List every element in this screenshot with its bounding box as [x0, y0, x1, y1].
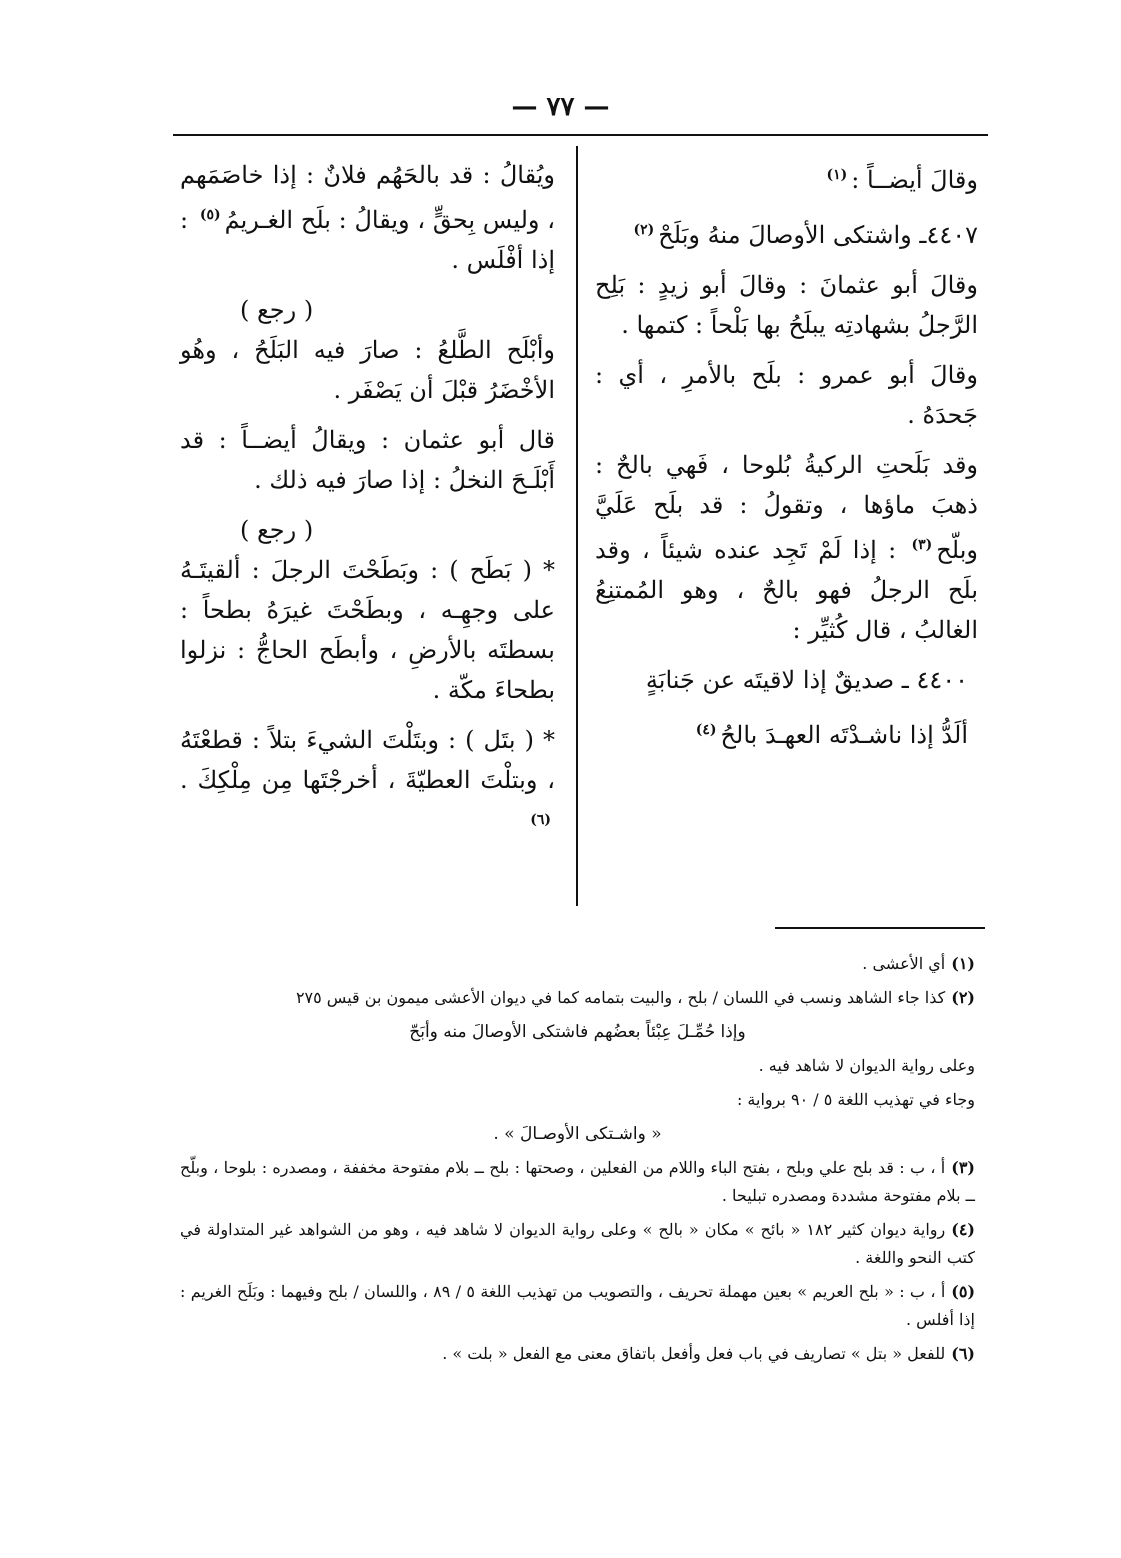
- footnote-verse: وإذا حُمِّـلَ عِبْئاً بعضُهم فاشتكى الأوصالَ منه وأبَحّ: [409, 1022, 746, 1042]
- footnote-number: (٦): [951, 1344, 975, 1363]
- footnote-text: أ ، ب : « بلح العريم » بعين مهملة تحريف ، والتصويب من تهذيب اللغة ٥ / ٨٩ ، واللسان / بلح وفيهما : وبَلَح الغريم : إذا أفلس .: [180, 1282, 975, 1329]
- verse: [595, 210, 978, 255]
- footnote-text: كذا جاء الشاهد ونسب في اللسان / بلح ، والبيت بتمامه كما في ديوان الأعشى ميمون بن قيس ٢٧٥: [295, 988, 946, 1007]
- column-divider: [576, 146, 578, 906]
- header-rule: [173, 134, 988, 136]
- text: وقد بَلَحتِ الركيةُ بُلوحا ، فَهي بالحٌ : ذهبَ ماؤها ، وتقولُ : قد بلَح عَلَيَّ وبلّح: [595, 451, 979, 564]
- footnote: [180, 1216, 975, 1272]
- footnote-number: (٥): [951, 1282, 976, 1301]
- paragraph: وقالَ أبو عمرو : بلَح بالأمرِ ، أي : جَحدَهُ .: [595, 361, 978, 429]
- verse: ٤٤٠٠ ـ صديقٌ إذا لاقيتَه عن جَنابَةٍ: [645, 666, 968, 694]
- rajaa-marker: ( رجع ): [240, 516, 314, 544]
- footnote-number: (٤): [951, 1220, 975, 1239]
- footnote: [180, 984, 975, 1012]
- text: ألَدُّ إذا ناشـدْتَه العهـدَ بالحُ: [720, 721, 968, 749]
- paragraph: وقالَ أبو عثمانَ : وقالَ أبو زيدٍ : بَلِح الرَّجلُ بشهادتِه يبلَحُ بها بَلْحاً : كتمها .: [595, 271, 978, 339]
- text: : إذا لَمْ تَجِد عنده شيئاً ، وقد بلَح الرجلُ فهو بالحٌ ، وهو المُمتنِعُ الغالبُ ، قال كُثيِّر :: [595, 536, 978, 644]
- text: ويُقالُ : قد بالحَهُم فلانٌ : إذا خاصَمَهم ، وليس بِحقٍّ ، ويقالُ : بلَح الغـريمُ: [180, 161, 555, 234]
- footnote-ref: (١): [826, 167, 848, 183]
- paragraph: [180, 720, 555, 845]
- paragraph: [595, 445, 978, 650]
- paragraph: وأبْلَح الطَّلعُ : صارَ فيه البَلَحُ ، وهُو الأخْضَرُ قبْلَ أن يَصْفَر .: [180, 336, 555, 404]
- right-column: [595, 155, 978, 765]
- footnote-text: أي الأعشى .: [862, 954, 946, 973]
- footnote-text: أ ، ب : قد بلح علي وبلح ، بفتح الباء واللام من الفعلين ، وصحتها : بلح ــ بلام مفتوحة مخففة ، ومصدره : بلوحا ، وبلّح ــ بلام مفتوحة مشددة ومصدره تبليحا .: [180, 1158, 975, 1205]
- paragraph: * ( بَطَح ) : وبَطَحْتَ الرجلَ : ألقيتَـهُ على وجهِـه ، وبطَحْتَ غيرَهُ بطحاً : بسطتَه بالأرضِ ، وأبطَح الحاجُّ : نزلوا بطحاءَ مكّة .: [180, 556, 555, 704]
- footnote: [180, 950, 975, 978]
- footnote-number: (٢): [951, 988, 975, 1007]
- text: ٤٤٠٧ـ واشتكى الأوصالَ منهُ وبَلَحْ: [658, 221, 978, 249]
- text: وقالَ أيضــاً :: [851, 166, 978, 194]
- left-column: [180, 155, 555, 855]
- footnote-number: (٣): [951, 1158, 975, 1177]
- footnote: [180, 1340, 975, 1368]
- footnote-ref: (٢): [633, 222, 655, 238]
- footnote-verse: « واشـتكى الأوصـالَ » .: [493, 1124, 662, 1144]
- page-number: — ٧٧ —: [511, 92, 610, 122]
- footnote: [180, 1278, 975, 1334]
- footnote-text: وعلى رواية الديوان لا شاهد فيه .: [758, 1056, 975, 1075]
- footnote-text: للفعل « بتل » تصاريف في باب فعل وأفعل باتفاق معنى مع الفعل « بلت » .: [442, 1344, 946, 1363]
- paragraph: [595, 155, 978, 200]
- paragraph: [180, 155, 555, 280]
- footnote: [180, 1154, 975, 1210]
- text: : إذا أفْلَس .: [180, 206, 555, 274]
- footnote-text: وجاء في تهذيب اللغة ٥ / ٩٠ برواية :: [736, 1090, 975, 1109]
- footnote-rule: [775, 927, 985, 929]
- paragraph: قال أبو عثمان : ويقالُ أيضــاً : قد أَبْلَـحَ النخلُ : إذا صارَ فيه ذلك .: [180, 426, 555, 494]
- footnotes: [180, 950, 975, 1374]
- footnote-ref: (٦): [530, 812, 551, 828]
- footnote-text: رواية ديوان كثير ١٨٢ « بائح » مكان « بالح » وعلى رواية الديوان لا شاهد فيه ، وهو من الشواهد غير المتداولة في كتب النحو واللغة .: [180, 1220, 975, 1267]
- text: * ( بتَل ) : وبتَلْتَ الشيءَ بتلاً : قطعْتَهُ ، وبتلْتَ العطيّةَ ، أخرجْتَها مِن مِلْكِكَ .: [180, 726, 555, 794]
- verse: [595, 710, 978, 755]
- footnote-ref: (٤): [695, 722, 717, 738]
- rajaa-marker: ( رجع ): [240, 296, 314, 324]
- footnote-ref: (٥): [199, 207, 221, 223]
- footnote-ref: (٣): [911, 537, 933, 553]
- footnote-number: (١): [951, 954, 975, 973]
